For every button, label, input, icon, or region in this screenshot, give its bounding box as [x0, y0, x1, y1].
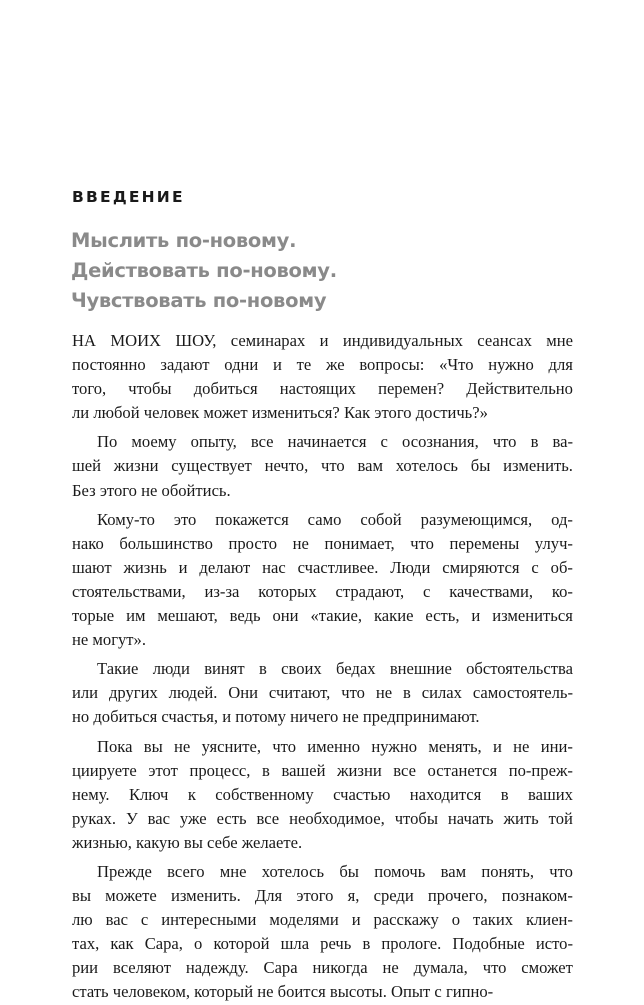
text-line: Без этого не обойтись. [72, 480, 231, 500]
text-line: шают жизнь и делают нас счастливее. Люди смиряются с об- [72, 557, 573, 577]
text-line: нако большинство просто не понимает, что перемены улуч- [72, 533, 573, 553]
text-line: или других людей. Они считают, что не в силах самостоятель- [72, 683, 573, 703]
text-line: стоятельствами, из-за которых страдают, с качествами, ко- [72, 581, 573, 601]
paragraph [72, 860, 573, 1005]
subtitle-line: Мыслить по-новому. [71, 229, 297, 252]
text-line: руках. У вас уже есть все необходимое, чтобы начать жить той [72, 808, 573, 828]
paragraph [72, 329, 573, 425]
text-line: стать человеком, который не боится высоты. Опыт с гипно- [72, 982, 494, 1002]
text-line: тах, как Сара, о которой шла речь в прологе. Подобные исто- [72, 934, 573, 954]
text-line: постоянно задают одни и те же вопросы: «Что нужно для [72, 355, 573, 375]
chapter-subtitle [71, 226, 337, 316]
text-line: но добиться счастья, и потому ничего не предпринимают. [72, 707, 480, 727]
text-line: лю вас с интересными моделями и расскажу о таких клиен- [72, 910, 573, 930]
text-line: жизнью, какую вы себе желаете. [72, 832, 303, 852]
text-line: вы можете изменить. Для этого я, среди прочего, познаком- [72, 886, 573, 906]
text-line: того, чтобы добиться настоящих перемен? Действительно [72, 379, 573, 399]
body-text [72, 329, 573, 1005]
text-line: Кому-то это покажется само собой разумеющимся, од- [97, 509, 573, 529]
paragraph [72, 430, 573, 502]
text-line: По моему опыту, все начинается с осознания, что в ва- [97, 432, 573, 452]
text-line: циируете этот процесс, в вашей жизни все останется по-преж- [72, 760, 573, 780]
paragraph [72, 657, 573, 729]
paragraph [72, 735, 573, 855]
chapter-label: ВВЕДЕНИЕ [72, 188, 185, 206]
text-line: Пока вы не уясните, что именно нужно менять, и не ини- [97, 736, 573, 756]
text-line: нему. Ключ к собственному счастью находится в ваших [72, 784, 573, 804]
text-line: рии вселяют надежду. Сара никогда не думала, что сможет [72, 958, 573, 978]
text-line: не могут». [72, 630, 147, 650]
subtitle-line: Чувствовать по-новому [71, 289, 327, 312]
text-line: Прежде всего мне хотелось бы помочь вам понять, что [97, 861, 573, 881]
text-line: Такие люди винят в своих бедах внешние обстоятельства [97, 659, 573, 679]
subtitle-line: Действовать по-новому. [71, 259, 337, 282]
paragraph [72, 508, 573, 653]
text-line: НА МОИХ ШОУ, семинарах и индивидуальных сеансах мне [72, 331, 573, 350]
text-line: торые им мешают, ведь они «такие, какие есть, и измениться [72, 606, 573, 626]
text-line: шей жизни существует нечто, что вам хотелось бы изменить. [72, 456, 573, 476]
text-line: ли любой человек может измениться? Как этого достичь?» [72, 403, 488, 423]
